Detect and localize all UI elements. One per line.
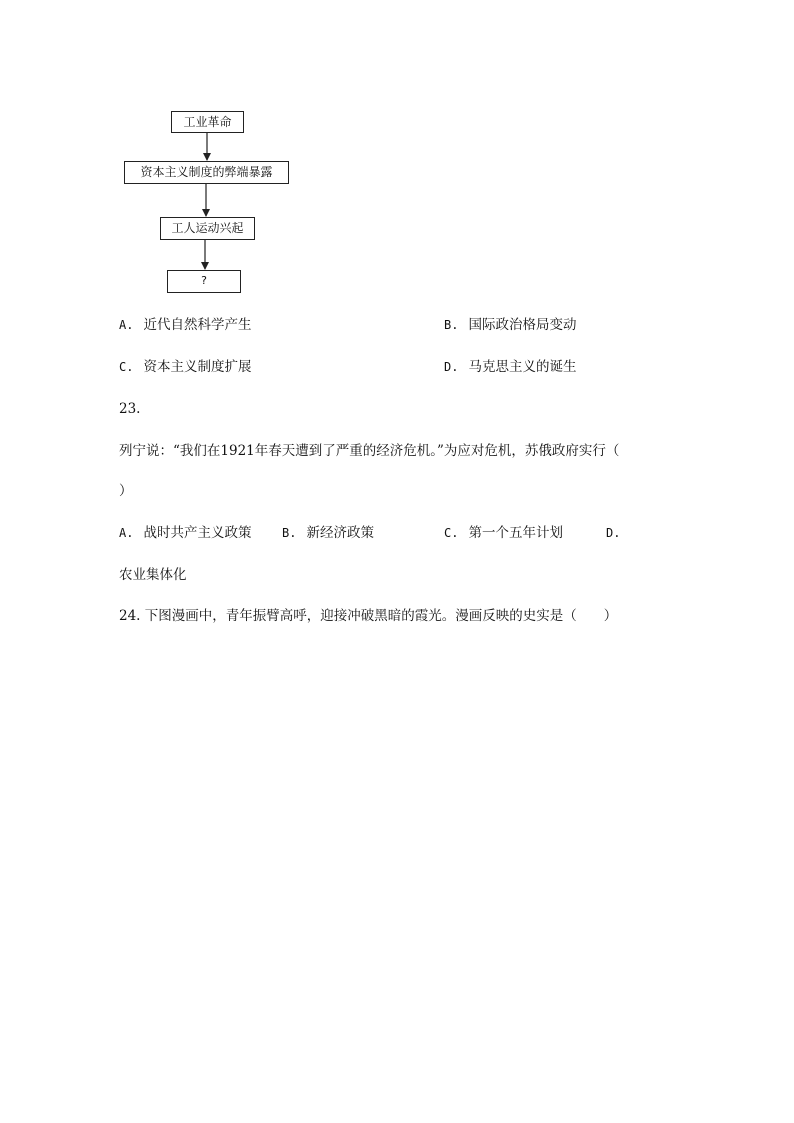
arrow-2-head	[202, 209, 210, 217]
q22-option-c[interactable]	[119, 357, 251, 377]
q23-number: 23.	[119, 401, 141, 417]
flowchart	[0, 0, 794, 310]
arrow-1-head	[203, 153, 211, 161]
flowchart-box-capitalism-flaws: 资本主义制度的弊端暴露	[124, 161, 289, 184]
q22-option-d-text: 马克思主义的诞生	[468, 359, 577, 375]
flowchart-box-unknown: ?	[167, 270, 241, 293]
q22-option-b-text: 国际政治格局变动	[468, 317, 577, 333]
q22-option-c-text: 资本主义制度扩展	[143, 359, 252, 375]
flowchart-box-workers-movement: 工人运动兴起	[160, 217, 255, 240]
q23-option-c[interactable]	[444, 523, 563, 543]
q22-option-d-label: D.	[444, 360, 459, 374]
q23-option-b-text: 新经济政策	[306, 525, 374, 541]
q23-option-d-text: 农业集体化	[119, 567, 187, 583]
q23-stem-line1: 列宁说：“我们在1921年春天遭到了严重的经济危机。”为应对危机，苏俄政府实行（	[119, 443, 620, 459]
q22-option-d[interactable]	[444, 357, 576, 377]
q23-option-d-text-line[interactable]	[119, 565, 187, 585]
q23-option-d-label-line[interactable]	[606, 523, 620, 543]
q23-option-a[interactable]	[119, 523, 251, 543]
q23-option-a-text: 战时共产主义政策	[143, 525, 252, 541]
q22-option-b[interactable]	[444, 315, 576, 335]
q24-stem: 24. 下图漫画中，青年振臂高呼，迎接冲破黑暗的霞光。漫画反映的史实是（ ）	[119, 608, 618, 624]
q23-option-b-label: B.	[282, 526, 297, 540]
q22-option-c-label: C.	[119, 360, 134, 374]
q23-option-c-text: 第一个五年计划	[468, 525, 563, 541]
flowchart-arrows	[0, 0, 794, 310]
q23-option-a-label: A.	[119, 526, 134, 540]
q23-option-d-label: D.	[606, 526, 621, 540]
q22-option-a-label: A.	[119, 318, 134, 332]
arrow-3-head	[201, 262, 209, 270]
q22-option-a-text: 近代自然科学产生	[143, 317, 252, 333]
q23-option-c-label: C.	[444, 526, 459, 540]
q23-stem-line2: ）	[119, 483, 133, 499]
q22-option-a[interactable]	[119, 315, 251, 335]
flowchart-box-industrial-revolution: 工业革命	[171, 111, 244, 133]
q22-option-b-label: B.	[444, 318, 459, 332]
q23-option-b[interactable]	[282, 523, 374, 543]
